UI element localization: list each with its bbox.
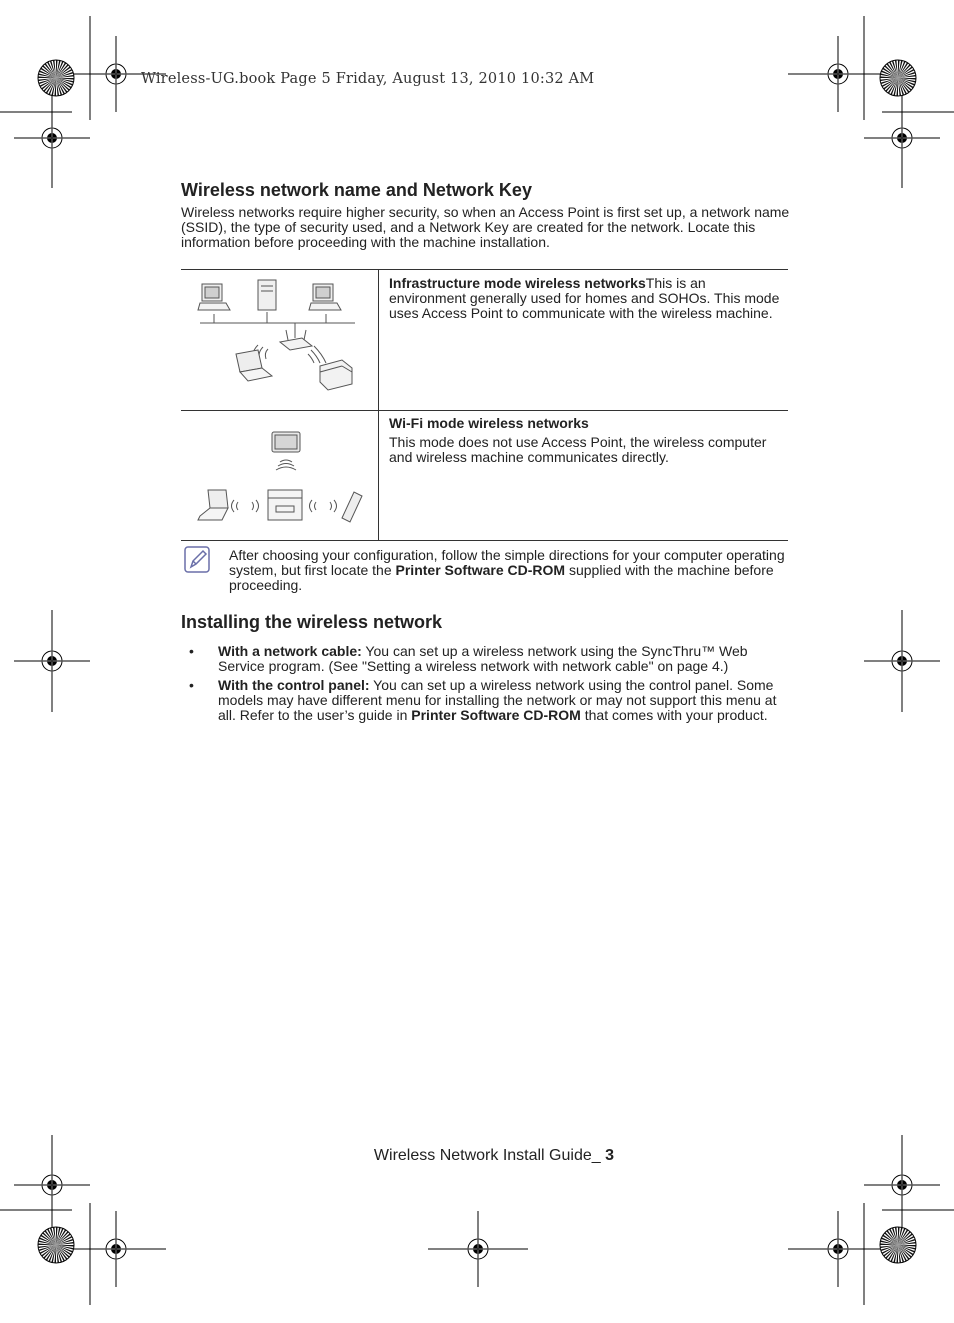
print-header-line: Wireless-UG.book Page 5 Friday, August 13, 2010 10:32 AM	[141, 71, 595, 87]
table-middle-rule	[181, 410, 788, 411]
wifi-mode-title: Wi-Fi mode wireless networks	[389, 415, 589, 431]
wifi-direct-illustration	[192, 428, 372, 528]
section-title-network-key: Wireless network name and Network Key	[181, 180, 532, 200]
bullet-network-cable: With a network cable: You can set up a wireless network using the SyncThru™ Web Service program. (See "Setting a wireless network with network cable" on page 4.)	[218, 643, 748, 674]
infrastructure-mode-title: Infrastructure mode wireless networks	[389, 275, 646, 291]
infrastructure-mode-description	[389, 276, 781, 321]
table-top-rule	[181, 269, 788, 270]
bullet-control-panel: With the control panel: You can set up a wireless network using the control panel. Some models may have different menu for installing the network or may not support this menu at all. Refer to the user’s guide in Printer Software CD-ROM that comes with your product.	[218, 677, 777, 723]
page-number: 3	[605, 1147, 614, 1164]
bullet-marker: •	[189, 643, 194, 659]
section-body-network-key: Wireless networks require higher security, so when an Access Point is first set up, a network name (SSID), the type of security used, and a Network Key are created for the network. Locate this information before proceeding with the machine installation.	[181, 204, 790, 250]
infrastructure-network-illustration	[190, 272, 370, 402]
table-column-divider	[378, 269, 379, 541]
table-bottom-rule	[181, 540, 788, 541]
footer-guide-label: Wireless Network Install Guide_	[373, 1147, 606, 1164]
wifi-mode-description	[389, 416, 781, 465]
note-pencil-icon	[184, 546, 212, 574]
wifi-mode-text: This mode does not use Access Point, the wireless computer and wireless machine communicates directly.	[389, 434, 767, 465]
section-title-installing: Installing the wireless network	[181, 612, 443, 632]
bullet-marker: •	[189, 677, 194, 693]
note-cd-rom-name: Printer Software CD-ROM	[395, 562, 566, 578]
page-footer	[374, 1147, 614, 1165]
note-text: After choosing your configuration, follow the simple directions for your computer operating system, but first locate the Printer Software CD-ROM supplied with the machine before proceeding.	[229, 547, 785, 593]
infrastructure-mode-text: This is an environment generally used for homes and SOHOs. This mode uses Access Point to communicate with the wireless machine.	[389, 275, 780, 321]
